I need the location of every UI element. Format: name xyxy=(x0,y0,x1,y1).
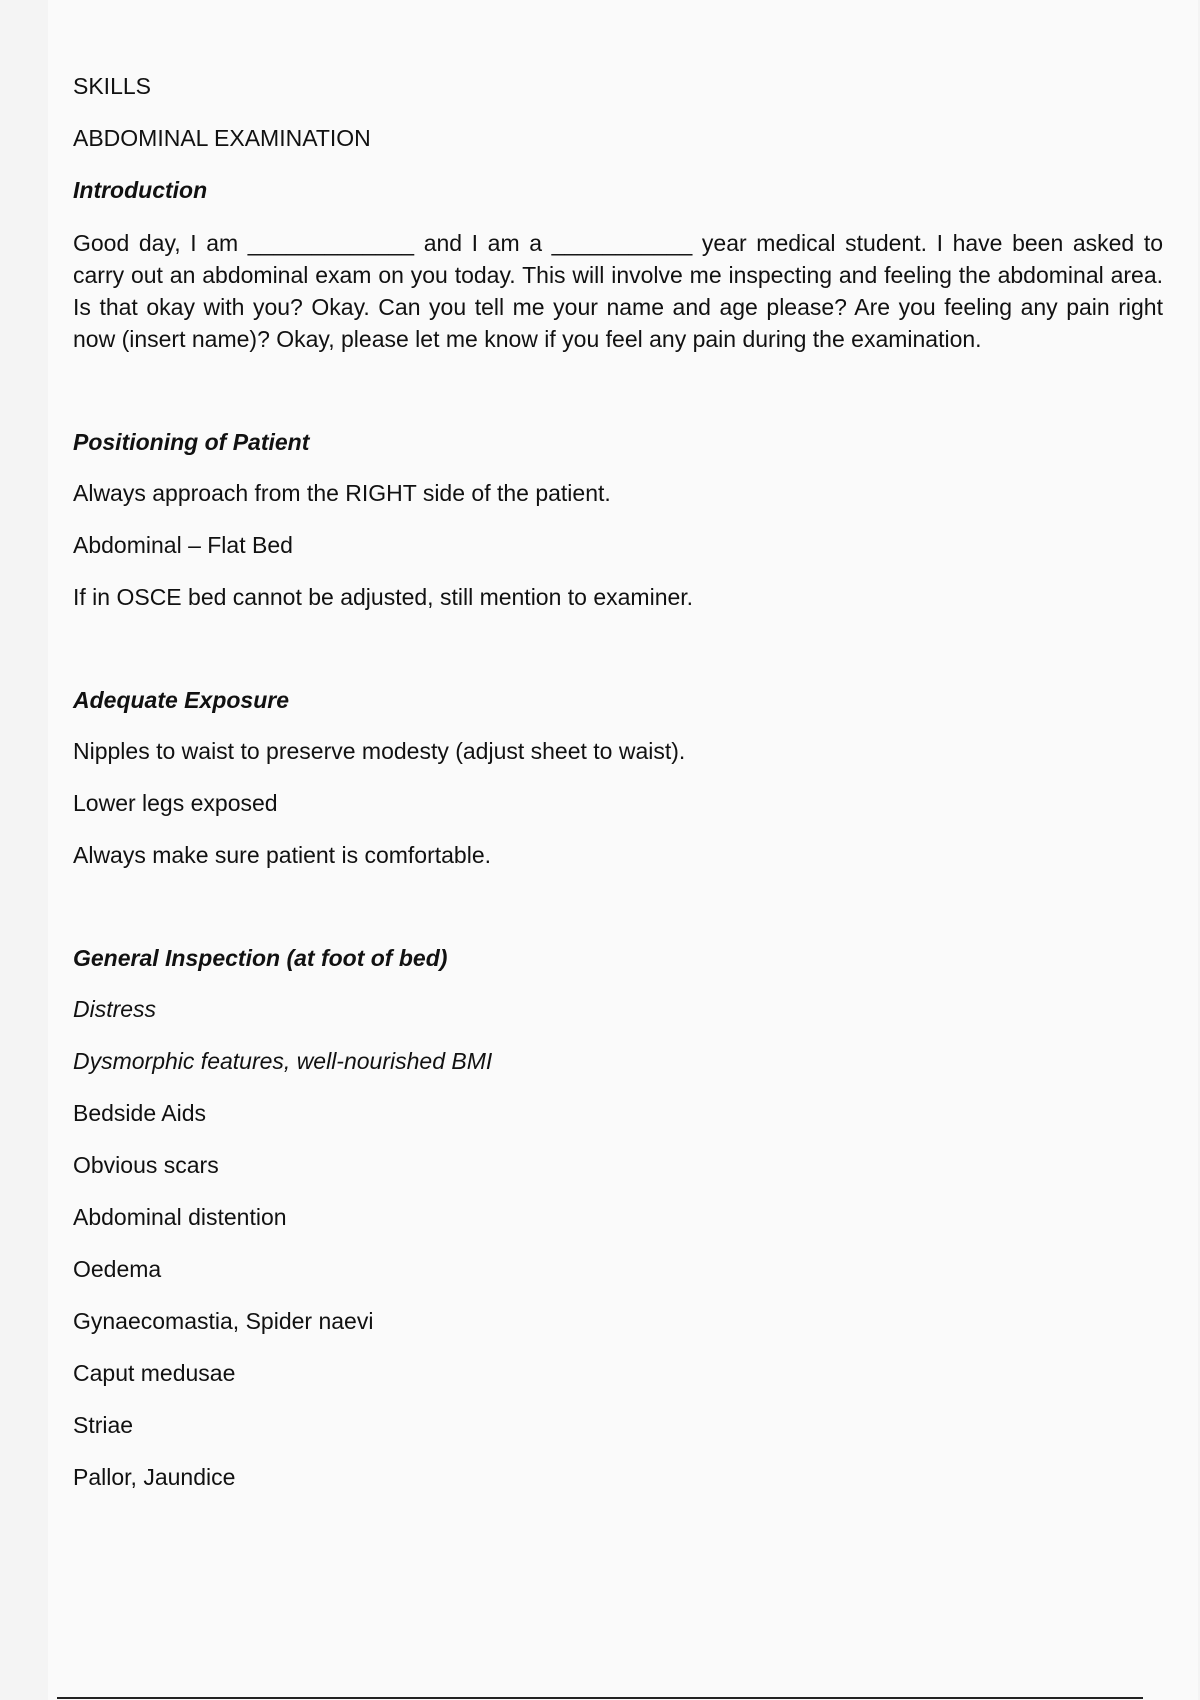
inspection-item: Gynaecomastia, Spider naevi xyxy=(73,1308,374,1334)
footer-rule xyxy=(57,1697,1143,1699)
positioning-heading: Positioning of Patient xyxy=(73,429,310,455)
positioning-item: Abdominal – Flat Bed xyxy=(73,532,293,558)
inspection-item: Dysmorphic features, well-nourished BMI xyxy=(73,1048,493,1074)
inspection-item: Oedema xyxy=(73,1256,162,1282)
exposure-item: Lower legs exposed xyxy=(73,790,278,816)
inspection-item: Obvious scars xyxy=(73,1152,219,1178)
exposure-item: Always make sure patient is comfortable. xyxy=(73,842,492,868)
inspection-item: Striae xyxy=(73,1412,134,1438)
inspection-item: Bedside Aids xyxy=(73,1100,206,1126)
inspection-item: Abdominal distention xyxy=(73,1204,287,1230)
inspection-item: Distress xyxy=(73,996,157,1022)
inspection-item: Caput medusae xyxy=(73,1360,236,1386)
exposure-item: Nipples to waist to preserve modesty (adjust sheet to waist). xyxy=(73,738,686,764)
exposure-heading: Adequate Exposure xyxy=(73,687,289,713)
inspection-heading: General Inspection (at foot of bed) xyxy=(73,945,448,971)
inspection-item: Pallor, Jaundice xyxy=(73,1464,236,1490)
introduction-text: Good day, I am _____________ and I am a ___________ year medical student. I have been asked to carry out an abdominal exam on you today. This will involve me inspecting and feeling the abdominal area. Is that okay with you? Okay. Can you tell me your name and age please? Are you feeling any pain right now (insert name)? Okay, please let me know if you feel any pain during the examination. xyxy=(73,230,1163,352)
positioning-item: If in OSCE bed cannot be adjusted, still mention to examiner. xyxy=(73,584,694,610)
introduction-heading: Introduction xyxy=(73,177,208,203)
doc-title: ABDOMINAL EXAMINATION xyxy=(73,125,371,151)
document-content xyxy=(73,72,1163,1515)
doc-label: SKILLS xyxy=(73,73,151,99)
positioning-item: Always approach from the RIGHT side of the patient. xyxy=(73,480,611,506)
